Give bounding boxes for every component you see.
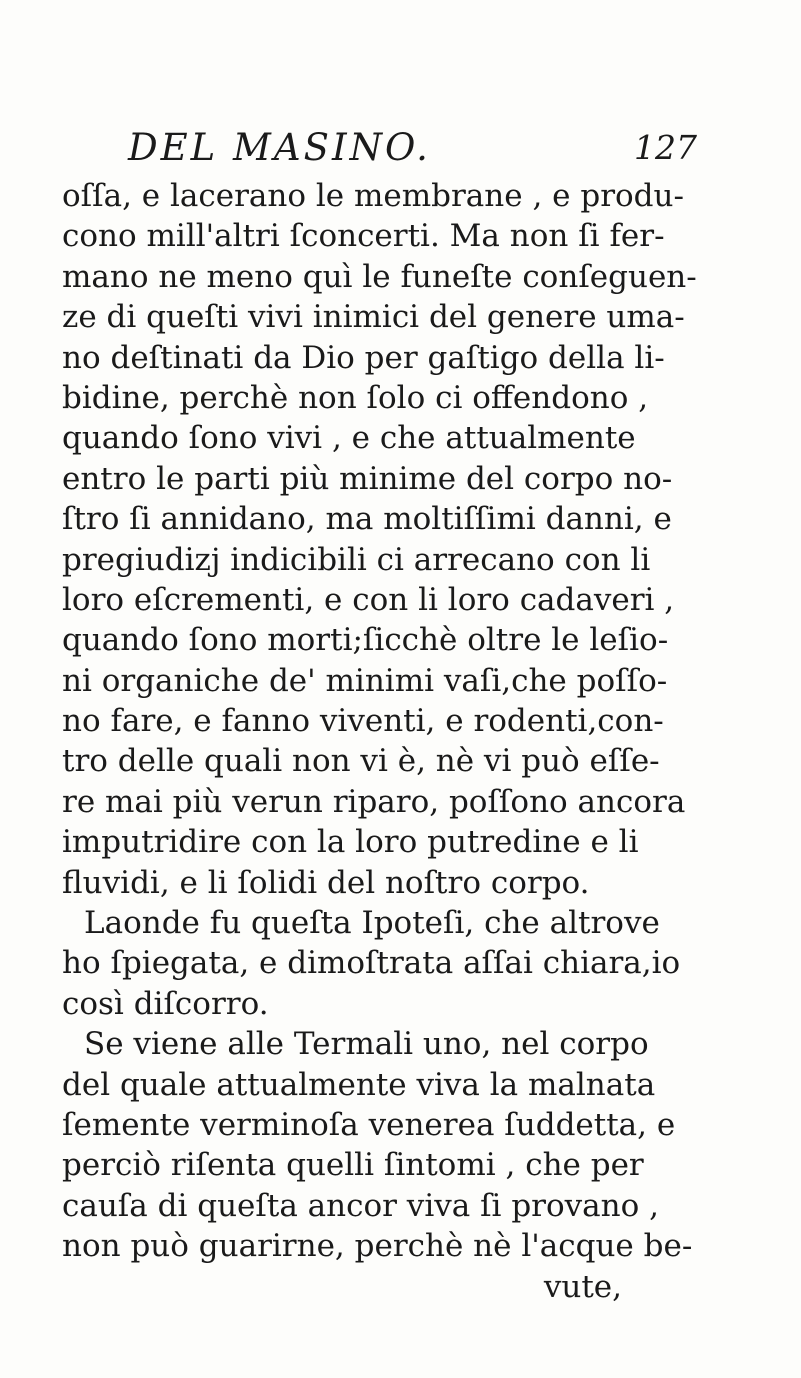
text-line: perciò riſenta quelli ſintomi , che per	[62, 1147, 644, 1184]
text-line: quando ſono vivi , e che attualmente	[62, 420, 636, 457]
text-line: ho ſpiegata, e dimoſtrata aſſai chiara,io	[62, 945, 681, 982]
page-header	[0, 126, 801, 172]
text-line: loro eſcrementi, e con li loro cadaveri ,	[62, 581, 675, 618]
text-line: imputridire con la loro putredine e li	[62, 824, 639, 861]
running-head: DEL MASINO.	[128, 126, 431, 169]
text-line: bidine, perchè non ſolo ci offendono ,	[62, 379, 649, 416]
text-line: re mai più verun riparo, poſſono ancora	[62, 783, 686, 820]
text-line: no deſtinati da Dio per gaſtigo della li-	[62, 339, 665, 376]
catchword: vute,	[543, 1268, 622, 1305]
text-line: pregiudizj indicibili ci arrecano con li	[62, 541, 651, 578]
text-line: Laonde fu queſta Ipoteſi, che altrove	[84, 905, 660, 942]
text-line: ni organiche de' minimi vaſi,che poſſo-	[62, 662, 668, 699]
text-line: quando ſono morti;ſicchè oltre le leſio-	[62, 622, 669, 659]
text-line: ſtro ſi annidano, ma moltiſſimi danni, e	[62, 501, 672, 538]
text-line: tro delle quali non vi è, nè vi può eſſe-	[62, 743, 660, 780]
text-line: ze di queſti vivi inimici del genere uma-	[62, 299, 685, 336]
text-line: no fare, e fanno viventi, e rodenti,con-	[62, 703, 664, 740]
text-line: non può guarirne, perchè nè l'acque be-	[62, 1228, 693, 1265]
text-line: entro le parti più minime del corpo no-	[62, 460, 673, 497]
page-number: 127	[634, 128, 697, 167]
text-line: oſſa, e lacerano le membrane , e produ-	[62, 178, 684, 214]
text-line: del quale attualmente viva la malnata	[62, 1066, 656, 1103]
text-line: cono mill'altri ſconcerti. Ma non ſi fer-	[62, 218, 665, 255]
text-line: cauſa di queſta ancor viva ſi provano ,	[62, 1187, 659, 1224]
text-line: Se viene alle Termali uno, nel corpo	[84, 1026, 649, 1063]
text-line: fluvidi, e li ſolidi del noſtro corpo.	[62, 864, 590, 901]
text-line: ſemente verminoſa venerea ſuddetta, e	[62, 1106, 676, 1143]
text-line: mano ne meno quì le funeſte conſeguen-	[62, 258, 697, 295]
body-text	[62, 176, 762, 1307]
text-line: così diſcorro.	[62, 985, 269, 1022]
